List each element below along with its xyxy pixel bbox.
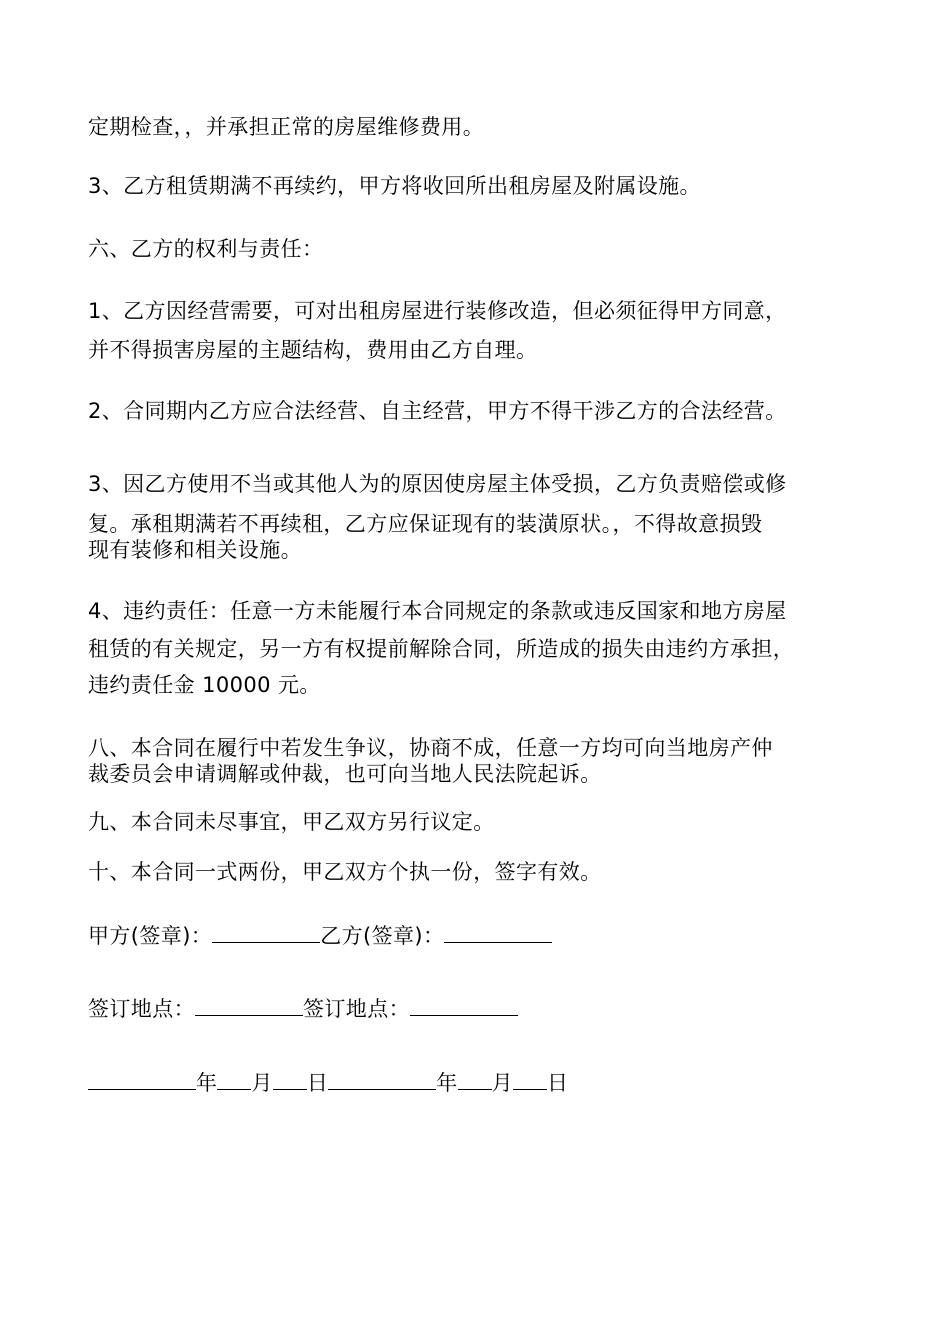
paragraph-damage-line-3: 现有装修和相关设施。 bbox=[88, 538, 302, 562]
date-day-label-a: 日 bbox=[306, 1071, 329, 1095]
paragraph-breach-line-1: 4、违约责任：任意一方未能履行本合同规定的条款或违反国家和地方房屋 bbox=[88, 599, 787, 623]
paragraph-breach-line-3: 违约责任金 10000 元。 bbox=[88, 673, 321, 697]
paragraph-renovation-line-1: 1、乙方因经营需要，可对出租房屋进行装修改造，但必须征得甲方同意， bbox=[88, 299, 787, 323]
paragraph-copies: 十、本合同一式两份，甲乙双方个执一份，签字有效。 bbox=[88, 860, 602, 884]
date-day-blank-b[interactable] bbox=[513, 1067, 547, 1090]
paragraph-maintenance-line-1: 定期检查，，并承担正常的房屋维修费用。 bbox=[88, 115, 485, 139]
paragraph-breach-line-2: 租赁的有关规定，另一方有权提前解除合同，所造成的损失由违约方承担， bbox=[88, 637, 795, 661]
paragraph-other-matters: 九、本合同未尽事宜，甲乙双方另行议定。 bbox=[88, 810, 495, 834]
paragraph-legal-operation: 2、合同期内乙方应合法经营、自主经营，甲方不得干涉乙方的合法经营。 bbox=[88, 399, 787, 423]
date-day-blank-a[interactable] bbox=[273, 1067, 307, 1090]
signing-place-blank-a[interactable] bbox=[195, 993, 303, 1016]
party-a-signature-blank[interactable] bbox=[212, 920, 320, 943]
date-year-blank-b[interactable] bbox=[328, 1067, 436, 1090]
date-day-label-b: 日 bbox=[547, 1071, 569, 1095]
section-heading-tenant-rights: 六、乙方的权利与责任： bbox=[88, 237, 324, 261]
party-b-signature-label: 乙方(签章)： bbox=[320, 924, 445, 948]
signing-place-blank-b[interactable] bbox=[410, 993, 518, 1016]
date-year-label-a: 年 bbox=[196, 1071, 218, 1095]
date-year-blank-a[interactable] bbox=[88, 1067, 196, 1090]
paragraph-dispute-line-1: 八、本合同在履行中若发生争议，协商不成，任意一方均可向当地房产仲 bbox=[88, 736, 773, 760]
party-a-signature-label: 甲方(签章)： bbox=[88, 924, 213, 948]
paragraph-lease-expiry: 3、乙方租赁期满不再续约，甲方将收回所出租房屋及附属设施。 bbox=[88, 174, 701, 198]
paragraph-dispute-line-2: 裁委员会申请调解或仲裁，也可向当地人民法院起诉。 bbox=[88, 762, 602, 786]
date-month-blank-a[interactable] bbox=[217, 1067, 251, 1090]
date-month-label-a: 月 bbox=[251, 1071, 273, 1095]
paragraph-damage-line-1: 3、因乙方使用不当或其他人为的原因使房屋主体受损，乙方负责赔偿或修 bbox=[88, 472, 787, 496]
signing-place-label-a: 签订地点： bbox=[88, 997, 195, 1021]
signature-row bbox=[88, 920, 552, 951]
signing-place-row bbox=[88, 993, 518, 1024]
signing-place-label-b: 签订地点： bbox=[303, 997, 410, 1021]
signing-date-row bbox=[88, 1067, 568, 1098]
date-year-label-b: 年 bbox=[436, 1071, 458, 1095]
date-month-label-b: 月 bbox=[491, 1071, 514, 1095]
paragraph-renovation-line-2: 并不得损害房屋的主题结构，费用由乙方自理。 bbox=[88, 338, 538, 362]
paragraph-damage-line-2: 复。承租期满若不再续租，乙方应保证现有的装潢原状。，不得故意损毁 bbox=[88, 512, 763, 536]
date-month-blank-b[interactable] bbox=[458, 1067, 492, 1090]
party-b-signature-blank[interactable] bbox=[444, 920, 552, 943]
